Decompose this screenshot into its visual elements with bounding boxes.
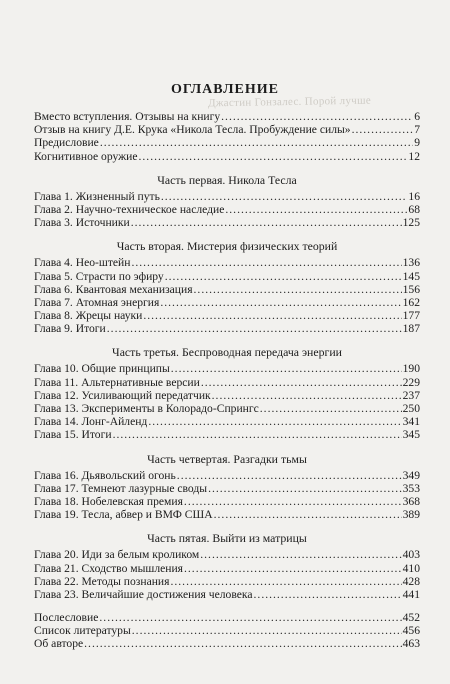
part-heading: Часть пятая. Выйти из матрицы: [147, 531, 307, 546]
toc-page-number: 16: [408, 189, 420, 203]
chapter-entry: [34, 389, 420, 402]
chapter-entry: [34, 322, 420, 335]
toc-entry-label: Глава 21. Сходство мышления: [34, 561, 183, 575]
dot-leader: [260, 402, 402, 415]
toc-entry-label: Глава 16. Дьявольский огонь: [34, 468, 176, 482]
dot-leader: [184, 495, 402, 508]
chapter-entry: [34, 309, 420, 322]
section-gap: [34, 601, 420, 611]
toc-page-number: 452: [402, 611, 420, 625]
toc-page-number: 341: [402, 415, 420, 429]
dot-leader: [208, 482, 402, 495]
toc-entry-label: Глава 19. Тесла, абвер и ВМФ США: [34, 508, 213, 522]
chapter-entry: [34, 548, 420, 561]
toc-page-number: 441: [402, 587, 420, 601]
part-heading: Часть третья. Беспроводная передача энергии: [112, 345, 342, 360]
chapter-entry: [34, 588, 420, 601]
toc-page-number: 428: [402, 574, 420, 588]
dot-leader: [177, 469, 402, 482]
chapter-entry: [34, 376, 420, 389]
toc-entry-label: Об авторе: [34, 637, 84, 651]
part-heading: Часть вторая. Мистерия физических теорий: [116, 239, 338, 254]
dot-leader: [212, 389, 402, 402]
chapter-entry: [34, 362, 420, 375]
toc-entry: [34, 150, 420, 163]
dot-leader: [165, 270, 402, 283]
chapter-entry: [34, 296, 420, 309]
dot-leader: [352, 123, 414, 136]
dot-leader: [201, 376, 402, 389]
toc-page-number: 125: [402, 216, 420, 230]
toc-page-number: 345: [402, 428, 420, 442]
dot-leader: [170, 575, 401, 588]
toc-entry-label: Глава 22. Методы познания: [34, 574, 170, 588]
chapter-entry: [34, 402, 420, 415]
toc-page-number: 349: [402, 468, 420, 482]
dot-leader: [221, 110, 413, 123]
toc-entry-label: Послесловие: [34, 611, 99, 625]
dot-leader: [194, 283, 402, 296]
dot-leader: [100, 136, 413, 149]
toc-entry-label: Список литературы: [34, 624, 131, 638]
toc-page-number: 229: [402, 375, 420, 389]
toc-page-number: 162: [402, 295, 420, 309]
dot-leader: [214, 508, 402, 521]
toc-entry-label: Предисловие: [34, 136, 99, 150]
toc-entry: [34, 611, 420, 624]
chapter-entry: [34, 575, 420, 588]
toc-page-number: 9: [414, 136, 420, 150]
dot-leader: [143, 309, 401, 322]
toc-entry-label: Глава 4. Нео-штейн: [34, 256, 131, 270]
dot-leader: [184, 562, 402, 575]
toc-page-number: 410: [402, 561, 420, 575]
part-heading: Часть четвертая. Разгадки тьмы: [147, 451, 307, 466]
chapter-entry: [34, 482, 420, 495]
dot-leader: [113, 428, 402, 441]
dot-leader: [132, 624, 402, 637]
bleed-through-text: Джастин Гонзалес. Порой лучше: [207, 94, 372, 110]
dot-leader: [148, 415, 401, 428]
toc-page-number: 389: [402, 508, 420, 522]
toc-entry-label: Глава 8. Жрецы науки: [34, 309, 143, 323]
toc-entry: [34, 637, 420, 650]
chapter-entry: [34, 283, 420, 296]
toc-entry-label: Глава 13. Эксперименты в Колорадо-Спрингс: [34, 402, 259, 415]
toc-entry-label: Глава 2. Научно-техническое наследие: [34, 202, 225, 216]
toc-page-number: 456: [402, 624, 420, 638]
chapter-entry: [34, 562, 420, 575]
toc-page-number: 177: [402, 309, 420, 323]
toc-entry-label: Когнитивное оружие: [34, 149, 138, 163]
toc-page-number: 353: [402, 481, 420, 495]
toc-entry-label: Глава 23. Величайшие достижения человека: [34, 587, 253, 601]
chapter-entry: [34, 415, 420, 428]
chapter-entry: [34, 190, 420, 203]
toc-entry: [34, 136, 420, 149]
dot-leader: [131, 216, 402, 229]
toc-page-number: 368: [402, 494, 420, 508]
toc-entry: [34, 624, 420, 637]
toc-page-number: 403: [402, 548, 420, 562]
chapter-entry: [34, 428, 420, 441]
toc-entry: [34, 123, 420, 136]
chapter-entry: [34, 508, 420, 521]
toc-page-number: 68: [408, 202, 420, 216]
dot-leader: [160, 296, 401, 309]
chapter-entry: [34, 256, 420, 269]
toc-entry-label: Глава 10. Общие принципы: [34, 362, 170, 376]
toc-entry-label: Глава 3. Источники: [34, 216, 130, 230]
toc-entry-label: Глава 1. Жизненный путь: [34, 189, 160, 203]
dot-leader: [84, 637, 401, 650]
toc-entry-label: Глава 11. Альтернативные версии: [34, 375, 200, 389]
dot-leader: [161, 190, 408, 203]
toc-entry-label: Вместо вступления. Отзывы на книгу: [34, 110, 221, 123]
table-of-contents: [34, 110, 420, 651]
toc-entry-label: Глава 17. Темнеют лазурные своды: [34, 481, 208, 495]
chapter-entry: [34, 203, 420, 216]
toc-title: ОГЛАВЛЕНИЕ: [171, 82, 279, 97]
toc-page-number: 12: [408, 149, 420, 163]
toc-page-number: 7: [414, 123, 420, 137]
chapter-entry: [34, 495, 420, 508]
toc-page-number: 237: [402, 388, 420, 402]
toc-page-number: 6: [414, 110, 420, 123]
toc-entry: [34, 110, 420, 123]
dot-leader: [200, 548, 401, 561]
toc-page-number: 187: [402, 322, 420, 336]
toc-entry-label: Глава 15. Итоги: [34, 428, 112, 442]
toc-entry-label: Глава 20. Иди за белым кроликом: [34, 548, 200, 562]
toc-entry-label: Глава 12. Усиливающий передатчик: [34, 388, 211, 402]
toc-entry-label: Глава 6. Квантовая механизация: [34, 282, 193, 296]
toc-page-number: 463: [402, 637, 420, 651]
dot-leader: [99, 611, 401, 624]
toc-page-number: 156: [402, 282, 420, 296]
dot-leader: [225, 203, 407, 216]
dot-leader: [139, 150, 408, 163]
chapter-entry: [34, 469, 420, 482]
dot-leader: [171, 362, 402, 375]
chapter-entry: [34, 216, 420, 229]
toc-entry-label: Глава 9. Итоги: [34, 322, 106, 336]
dot-leader: [107, 322, 402, 335]
part-heading: Часть первая. Никола Тесла: [157, 172, 297, 187]
toc-entry-label: Глава 14. Лонг-Айленд: [34, 415, 148, 429]
chapter-entry: [34, 270, 420, 283]
toc-entry-label: Отзыв на книгу Д.Е. Крука «Никола Тесла. Пробуждение силы»: [34, 123, 351, 137]
toc-page-number: 145: [402, 269, 420, 283]
toc-entry-label: Глава 5. Страсти по эфиру: [34, 269, 164, 283]
toc-page-number: 136: [402, 256, 420, 270]
toc-page-number: 250: [402, 402, 420, 415]
toc-entry-label: Глава 18. Нобелевская премия: [34, 494, 183, 508]
toc-entry-label: Глава 7. Атомная энергия: [34, 295, 160, 309]
dot-leader: [131, 256, 401, 269]
toc-page-number: 190: [402, 362, 420, 376]
dot-leader: [254, 588, 402, 601]
